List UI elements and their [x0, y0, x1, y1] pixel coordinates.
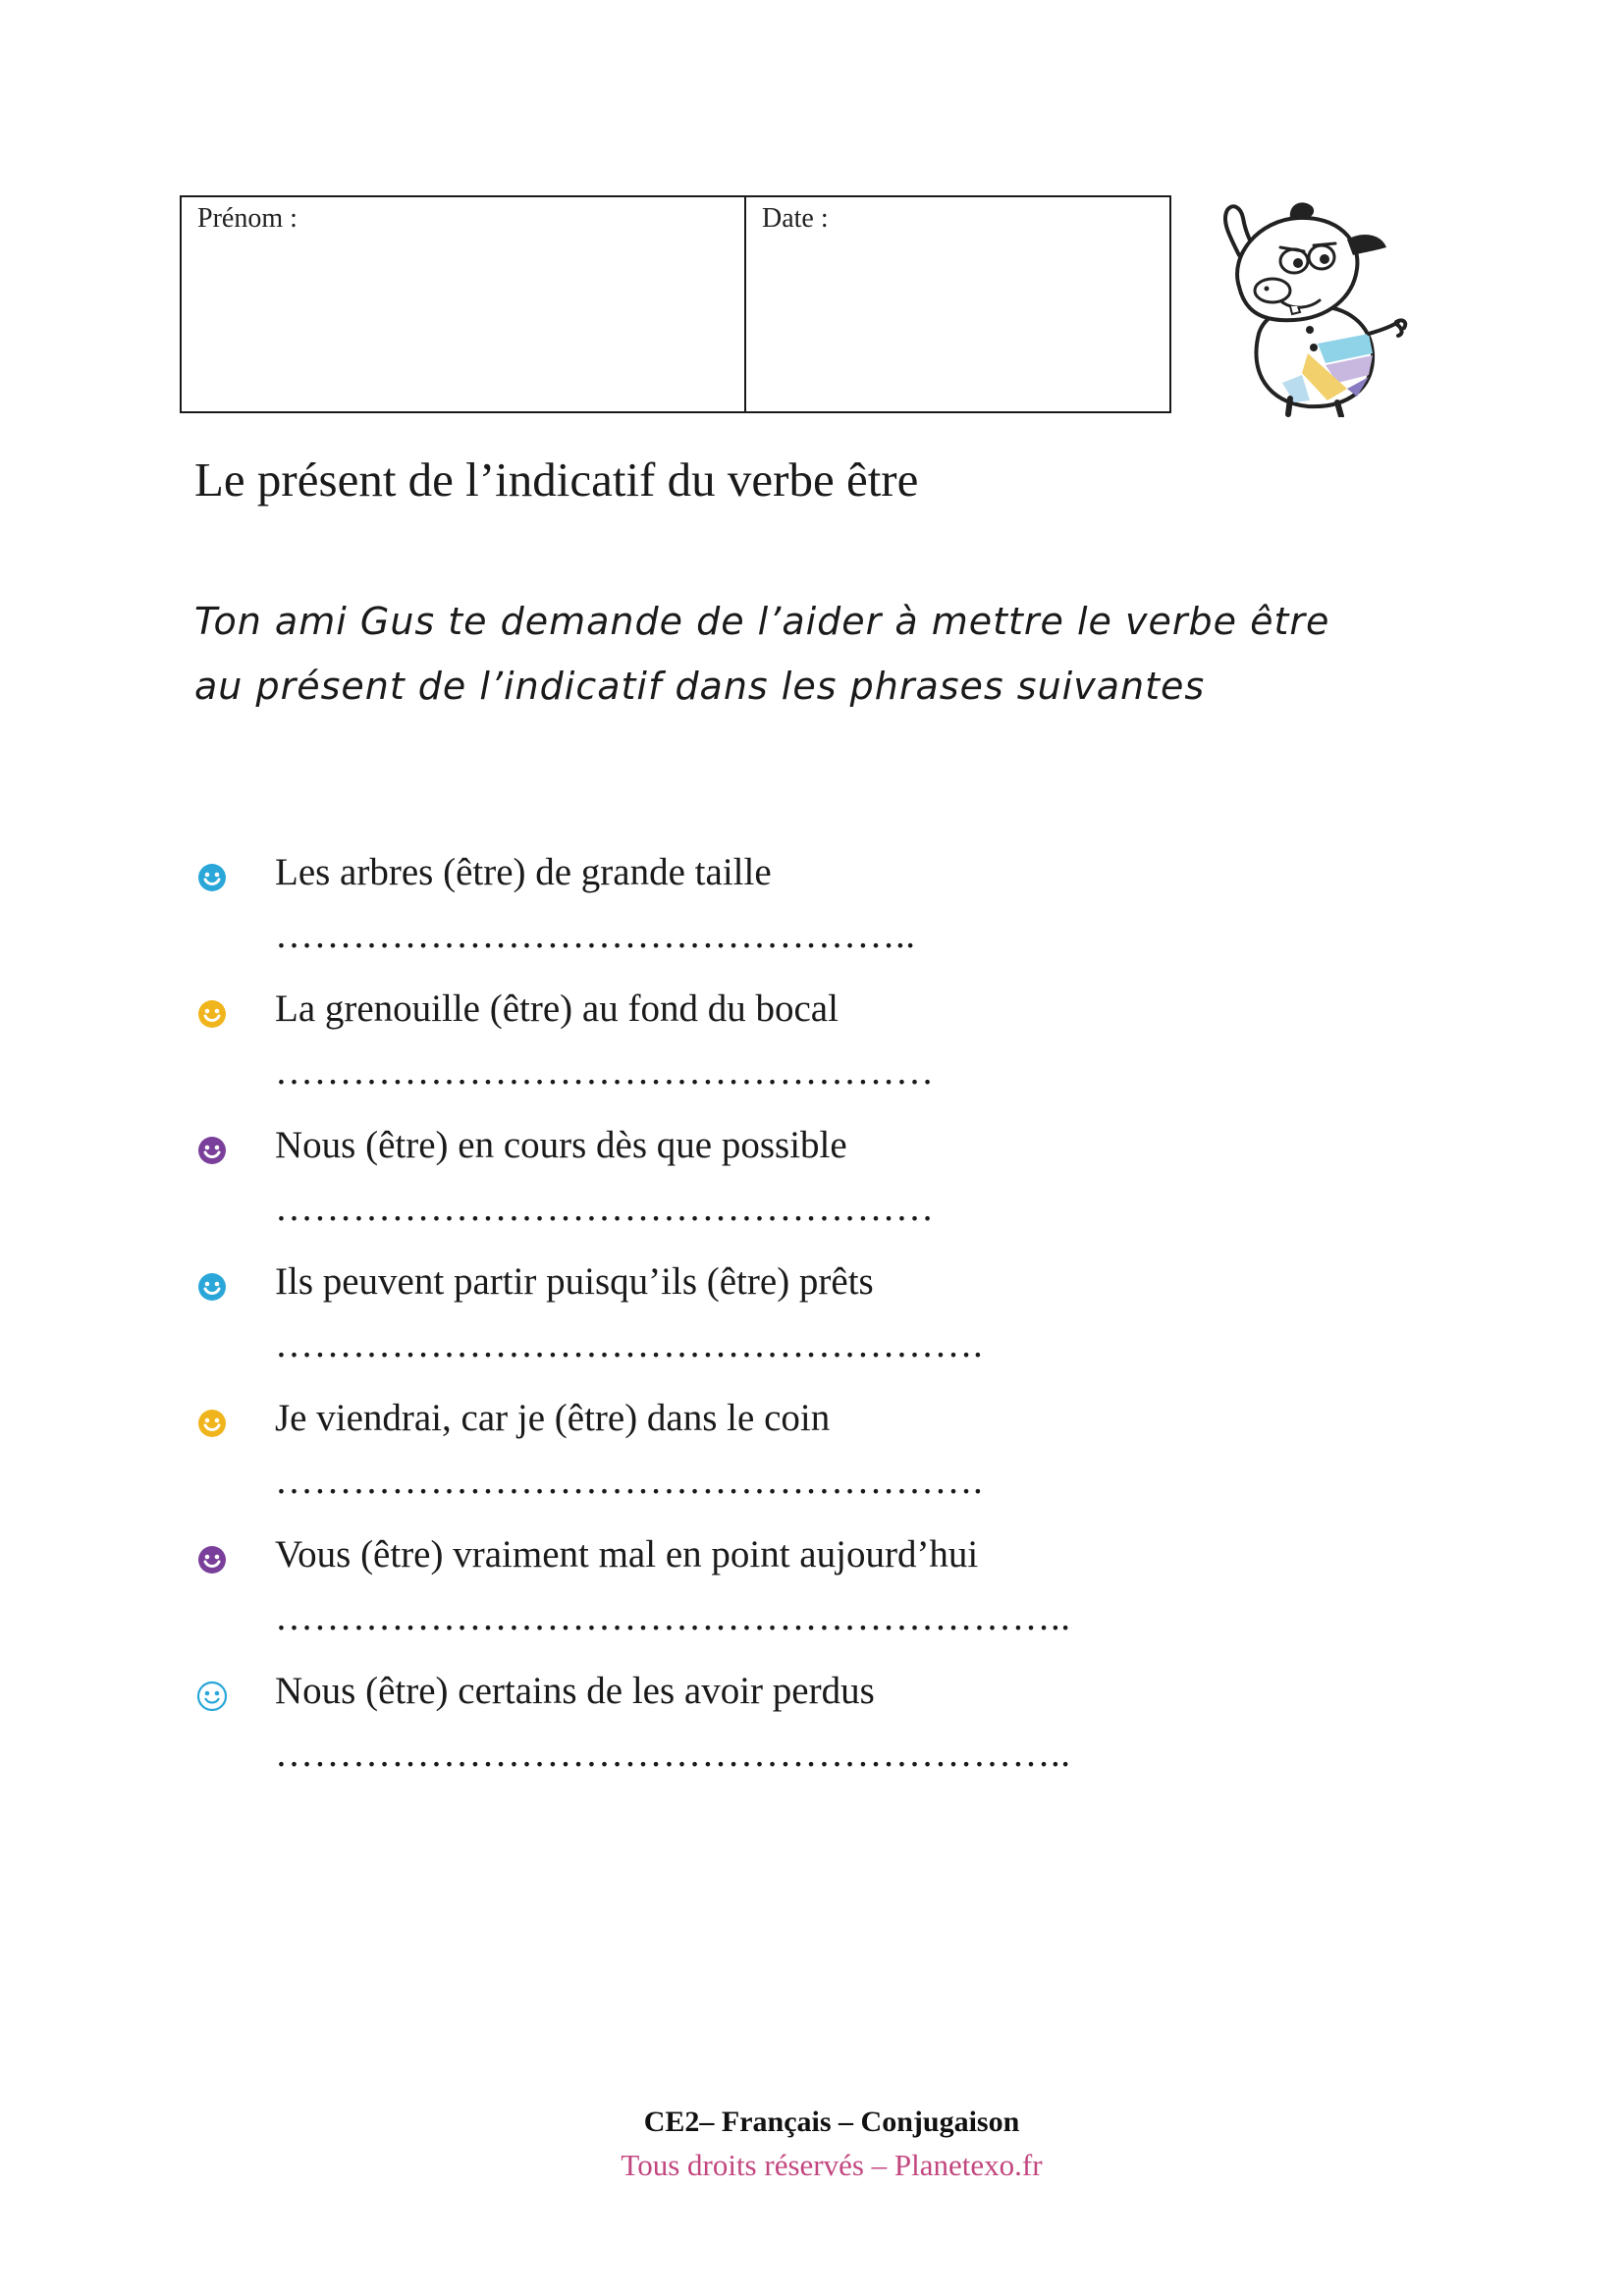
student-info-box	[180, 195, 1171, 413]
exercise-item	[191, 851, 1272, 989]
exercise-item	[191, 1124, 1272, 1262]
exercise-item	[191, 1670, 1272, 1808]
exercise-sentence: Ils peuvent partir puisqu’ils (être) prêts	[275, 1260, 874, 1303]
name-field[interactable]	[182, 197, 746, 411]
sheep-mascot-icon	[1200, 196, 1416, 417]
date-label: Date :	[762, 203, 829, 234]
answer-line[interactable]: …………………………………………..	[275, 914, 916, 956]
exercise-sentence: Nous (être) certains de les avoir perdus	[275, 1670, 875, 1712]
answer-line[interactable]: ……………………………………………	[275, 1050, 935, 1093]
instruction-text	[194, 589, 1432, 719]
smiley-icon	[196, 1271, 228, 1303]
exercise-sentence: Vous (être) vraiment mal en point aujourd’hui	[275, 1533, 979, 1575]
smiley-icon	[196, 1135, 228, 1166]
answer-line[interactable]: ……………………………………………….	[275, 1323, 984, 1365]
smiley-icon	[196, 1544, 228, 1575]
date-field[interactable]	[746, 197, 1169, 411]
footer-course: CE2– Français – Conjugaison	[643, 2106, 1020, 2138]
exercise-sentence: Je viendrai, car je (être) dans le coin	[275, 1397, 831, 1439]
smiley-icon	[196, 1681, 228, 1712]
smiley-icon	[196, 998, 228, 1030]
exercise-item	[191, 1260, 1272, 1399]
exercise-item	[191, 1397, 1272, 1535]
answer-line[interactable]: ……………………………………………………..	[275, 1733, 1071, 1775]
answer-line[interactable]: ……………………………………………….	[275, 1460, 984, 1502]
smiley-icon	[196, 1408, 228, 1439]
exercise-sentence: Les arbres (être) de grande taille	[275, 851, 772, 893]
name-label: Prénom :	[197, 203, 298, 234]
answer-line[interactable]: ……………………………………………	[275, 1187, 935, 1229]
smiley-icon	[196, 862, 228, 893]
exercise-sentence: Nous (être) en cours dès que possible	[275, 1124, 847, 1166]
exercise-item	[191, 1533, 1272, 1672]
instruction-line-2: au présent de l’indicatif dans les phrases suivantes	[194, 665, 1206, 708]
page-title: Le présent de l’indicatif du verbe être	[194, 453, 919, 507]
answer-line[interactable]: ……………………………………………………..	[275, 1596, 1071, 1638]
exercise-sentence: La grenouille (être) au fond du bocal	[275, 988, 839, 1030]
instruction-line-1: Ton ami Gus te demande de l’aider à mettre le verbe être	[194, 600, 1330, 643]
exercise-item	[191, 990, 1272, 1126]
footer-copyright: Tous droits réservés – Planetexo.fr	[621, 2148, 1043, 2182]
